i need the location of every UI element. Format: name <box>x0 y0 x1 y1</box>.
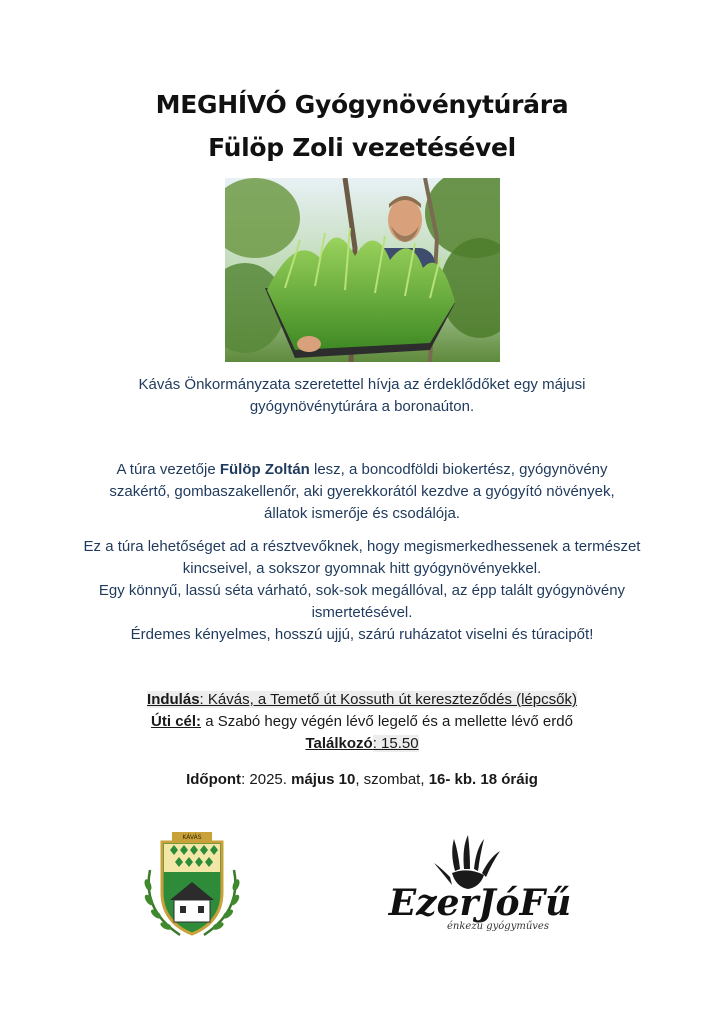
details-paragraph <box>60 536 664 646</box>
meeting-line <box>60 733 664 755</box>
guide-photo <box>225 178 500 362</box>
details-line-1: Ez a túra lehetőséget ad a résztvevőknek, hogy megismerkedhessenek a természet <box>83 538 641 555</box>
title-line-1: MEGHÍVÓ Gyógynövénytúrára <box>155 90 569 119</box>
time-sep: : 2025. <box>241 771 292 788</box>
time-line <box>60 769 664 791</box>
details-line-3: Egy könnyű, lassú séta várható, sok-sok megállóval, az épp talált gyógynövény <box>98 582 626 599</box>
details-line-4: ismertetésével. <box>311 604 413 621</box>
coat-banner-text: KÁVÁS <box>182 834 202 841</box>
time-label: Időpont <box>186 771 242 788</box>
destination-label: Úti cél: <box>151 713 202 730</box>
meeting-text: : 15.50 <box>372 735 419 752</box>
intro-paragraph <box>60 374 664 418</box>
start-text: : Kávás, a Temető út Kossuth út kereszteződés (lépcsők) <box>199 691 577 708</box>
guide-line-3: állatok ismerője és csodálója. <box>264 505 460 522</box>
destination-line <box>60 711 664 733</box>
logistics-block <box>60 689 664 755</box>
ezerjofu-logo-icon <box>380 833 580 933</box>
details-line-2: kincseivel, a sokszor gyomnak hitt gyógynövényekkel. <box>182 560 542 577</box>
guide-paragraph <box>60 459 664 525</box>
intro-line-1: Kávás Önkormányzata szeretettel hívja az érdeklődőket egy májusi <box>138 376 586 393</box>
start-label: Indulás <box>147 691 200 708</box>
time-hours: 16- kb. 18 óráig <box>428 771 538 788</box>
guide-name: Fülöp Zoltán <box>219 461 310 478</box>
guide-pre: A túra vezetője <box>116 461 220 478</box>
brand-name-text: EzerJóFű <box>388 882 572 924</box>
brand-tagline-text: énkezű gyógyműves <box>447 921 549 932</box>
start-line <box>60 689 664 711</box>
guide-line-2: szakértő, gombaszakellenőr, aki gyerekkorától kezdve a gyógyító növények, <box>109 483 615 500</box>
guide-post: lesz, a boncodföldi biokertész, gyógynövény <box>309 461 608 478</box>
time-date: május 10 <box>291 771 356 788</box>
time-day: , szombat, <box>355 771 429 788</box>
kavas-coat-of-arms-icon <box>140 830 244 940</box>
details-line-5: Érdemes kényelmes, hosszú ujjú, szárú ruházatot viselni és túracipőt! <box>130 626 594 643</box>
meeting-label: Találkozó <box>305 735 373 752</box>
title-line-2: Fülöp Zoli vezetésével <box>208 133 516 162</box>
guide-line-1 <box>60 459 664 481</box>
destination-text: a Szabó hegy végén lévő legelő és a mellette lévő erdő <box>201 713 573 730</box>
intro-line-2: gyógynövénytúrára a boronaúton. <box>249 398 475 415</box>
